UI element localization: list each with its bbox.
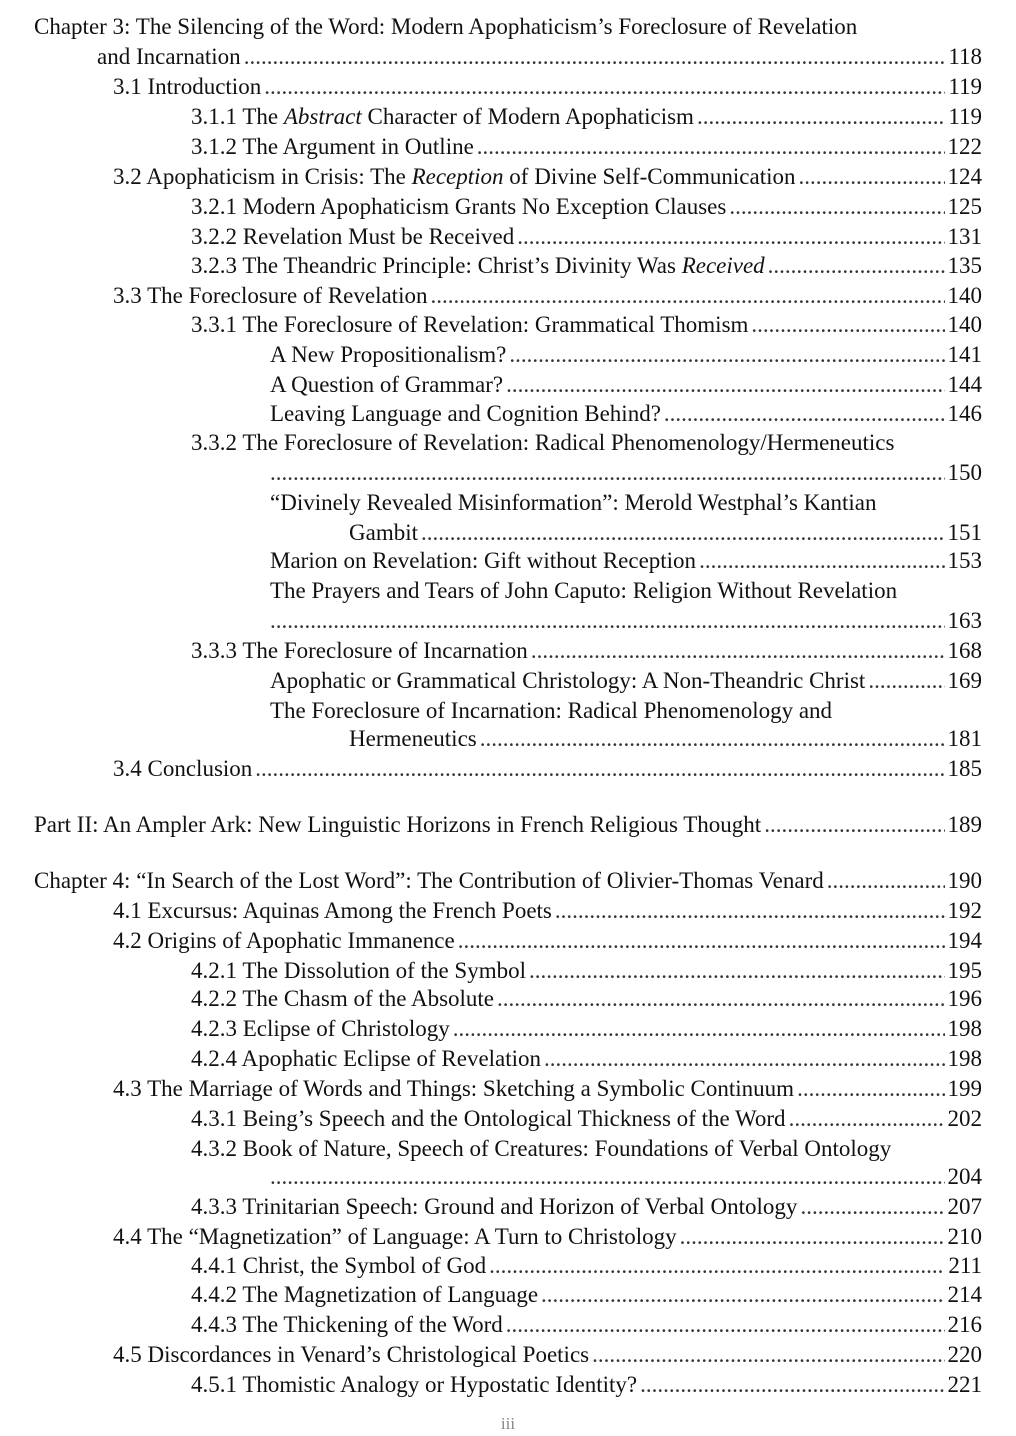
toc-entry-title: 4.4.1 Christ, the Symbol of God: [191, 1253, 487, 1278]
toc-entry-line: [191, 1014, 982, 1044]
toc-entry-title: Leaving Language and Cognition Behind?: [270, 401, 661, 426]
toc-entry-title: “Divinely Revealed Misinformation”: Merold Westphal’s Kantian: [270, 490, 877, 515]
toc-entry-line: [270, 666, 982, 696]
toc-page-number: 122: [947, 134, 982, 159]
toc-entry-title: 4.2 Origins of Apophatic Immanence: [113, 928, 455, 953]
toc-entry-title: Chapter 3: The Silencing of the Word: Modern Apophaticism’s Foreclosure of Revelation: [34, 14, 858, 39]
toc-entry-first-line: [270, 488, 982, 518]
toc-page-number: 141: [947, 342, 982, 367]
toc-entry-title: A New Propositionalism?: [270, 342, 507, 367]
toc-page-number: 204: [947, 1164, 982, 1189]
dot-leader: [529, 956, 945, 986]
dot-leader: [430, 281, 944, 311]
toc-entry-title: 4.3.3 Trinitarian Speech: Ground and Horizon of Verbal Ontology: [191, 1194, 798, 1219]
dot-leader: [764, 810, 944, 840]
dot-leader: [453, 1014, 945, 1044]
dot-leader: [264, 72, 945, 102]
toc-entry-line: [113, 162, 982, 192]
toc-entry-line: [34, 810, 982, 840]
toc-page-number: 220: [947, 1342, 982, 1367]
toc-page-number: 140: [947, 283, 982, 308]
toc-entry-first-line: [191, 428, 982, 458]
toc-entry-title-cont: Gambit: [349, 520, 418, 545]
toc-entry-line: [270, 399, 982, 429]
toc-entry-first-line: [191, 1134, 982, 1164]
toc-page-number: 192: [947, 898, 982, 923]
toc-page-number: 190: [947, 868, 982, 893]
toc-entry-first-line: [270, 576, 982, 606]
dot-leader: [697, 102, 945, 132]
toc-entry-line: [191, 192, 982, 222]
toc-entry-first-line: [34, 12, 982, 42]
toc-page-number: 211: [948, 1253, 982, 1278]
toc-page-number: 196: [947, 986, 982, 1011]
toc-entry-title: 3.3.1 The Foreclosure of Revelation: Grammatical Thomism: [191, 312, 749, 337]
toc-entry-title: 3.1 Introduction: [113, 74, 262, 99]
toc-page-number: 198: [947, 1016, 982, 1041]
toc-entry-title: 4.3.2 Book of Nature, Speech of Creatures: Foundations of Verbal Ontology: [191, 1136, 892, 1161]
toc-entry-title: Chapter 4: “In Search of the Lost Word”: The Contribution of Olivier-Thomas Venard: [34, 868, 824, 893]
toc-entry-title: 4.2.2 The Chasm of the Absolute: [191, 986, 495, 1011]
toc-page-number: 169: [947, 668, 982, 693]
toc-entry-title: 4.2.3 Eclipse of Christology: [191, 1016, 450, 1041]
dot-leader: [544, 1044, 944, 1074]
toc-entry-line: [191, 310, 982, 340]
toc-page-number: 118: [948, 44, 982, 69]
toc-page-number: 135: [947, 253, 982, 278]
toc-entry-title: 3.3 The Foreclosure of Revelation: [113, 283, 428, 308]
toc-entry-line: [34, 866, 982, 896]
toc-entry-title: Apophatic or Grammatical Christology: A Non-Theandric Christ: [270, 668, 866, 693]
dot-leader: [270, 606, 945, 636]
toc-entry-title: 3.3.2 The Foreclosure of Revelation: Radical Phenomenology/Hermeneutics: [191, 430, 895, 455]
toc-entry-title: Part II: An Ampler Ark: New Linguistic Horizons in French Religious Thought: [34, 812, 762, 837]
toc-page-number: 210: [947, 1224, 982, 1249]
toc-entry-line: [191, 1280, 982, 1310]
dot-leader: [480, 724, 945, 754]
dot-leader: [797, 1074, 944, 1104]
toc-entry-line: [191, 984, 982, 1014]
toc-page-number: 195: [947, 958, 982, 983]
toc-entry-continuation: [270, 1162, 982, 1192]
toc-entry-line: [191, 251, 982, 281]
dot-leader: [270, 1162, 945, 1192]
toc-entry-line: [191, 1370, 982, 1400]
toc-entry-title: 3.2.1 Modern Apophaticism Grants No Exception Clauses: [191, 194, 727, 219]
dot-leader: [789, 1104, 945, 1134]
toc-entry-line: [191, 1044, 982, 1074]
toc-entry-title: 3.2.2 Revelation Must be Received: [191, 224, 515, 249]
toc-page-number: 189: [947, 812, 982, 837]
dot-leader: [699, 546, 944, 576]
dot-leader: [506, 370, 944, 400]
dot-leader: [729, 192, 944, 222]
toc-entry-title: 4.3.1 Being’s Speech and the Ontological Thickness of the Word: [191, 1106, 786, 1131]
dot-leader: [477, 132, 945, 162]
toc-entry-title: Marion on Revelation: Gift without Reception: [270, 548, 697, 573]
toc-page-number: 221: [947, 1372, 982, 1397]
toc-page-number: 199: [947, 1076, 982, 1101]
toc-entry-continuation: [349, 724, 982, 754]
dot-leader: [517, 222, 944, 252]
toc-page-number: 146: [947, 401, 982, 426]
toc-entry-title-cont: and Incarnation: [97, 44, 241, 69]
page-number-footer: iii: [500, 1414, 516, 1433]
toc-page-number: 140: [947, 312, 982, 337]
toc-entry-line: [113, 754, 982, 784]
toc-page-number: 185: [947, 756, 982, 781]
dot-leader: [531, 636, 945, 666]
toc-entry-continuation: [270, 458, 982, 488]
dot-leader: [421, 518, 945, 548]
toc-entry-line: [113, 926, 982, 956]
toc-entry-line: [113, 281, 982, 311]
toc-page-number: 216: [947, 1312, 982, 1337]
toc-page-number: 125: [947, 194, 982, 219]
dot-leader: [664, 399, 945, 429]
toc-page-number: 214: [947, 1282, 982, 1307]
toc-entry-title: 4.5 Discordances in Venard’s Christological Poetics: [113, 1342, 590, 1367]
toc-entry-line: [191, 222, 982, 252]
toc-entry-line: [191, 636, 982, 666]
toc-entry-title: 4.4.2 The Magnetization of Language: [191, 1282, 539, 1307]
toc-entry-line: [191, 132, 982, 162]
toc-page-number: 207: [947, 1194, 982, 1219]
toc-entry-title: 3.3.3 The Foreclosure of Incarnation: [191, 638, 528, 663]
toc-entry-title: 4.1 Excursus: Aquinas Among the French Poets: [113, 898, 552, 923]
dot-leader: [640, 1370, 944, 1400]
dot-leader: [255, 754, 944, 784]
dot-leader: [751, 310, 944, 340]
toc-entry-line: [191, 1310, 982, 1340]
toc-entry-title: The Prayers and Tears of John Caputo: Religion Without Revelation: [270, 578, 898, 603]
toc-page-number: 194: [947, 928, 982, 953]
dot-leader: [541, 1280, 944, 1310]
toc-entry-first-line: [270, 696, 982, 726]
toc-page-number: 163: [947, 608, 982, 633]
toc-page-number: 119: [948, 74, 982, 99]
toc-entry-title: 4.2.4 Apophatic Eclipse of Revelation: [191, 1046, 542, 1071]
toc-page-number: 181: [947, 726, 982, 751]
dot-leader: [800, 1192, 944, 1222]
toc-entry-title: 4.3 The Marriage of Words and Things: Sketching a Symbolic Continuum: [113, 1076, 795, 1101]
toc-entry-title-cont: Hermeneutics: [349, 726, 477, 751]
toc-entry-continuation: [349, 518, 982, 548]
dot-leader: [798, 162, 944, 192]
dot-leader: [680, 1222, 945, 1252]
dot-leader: [489, 1251, 945, 1281]
toc-entry-continuation: [97, 42, 982, 72]
toc-entry-line: [191, 1104, 982, 1134]
toc-entry-title: 3.1.2 The Argument in Outline: [191, 134, 474, 159]
toc-entry-title: 4.2.1 The Dissolution of the Symbol: [191, 958, 526, 983]
toc-page-number: 150: [947, 460, 982, 485]
toc-page-number: 168: [947, 638, 982, 663]
toc-entry-line: [270, 340, 982, 370]
dot-leader: [555, 896, 945, 926]
toc-entry-line: [270, 546, 982, 576]
toc-entry-line: [113, 896, 982, 926]
dot-leader: [244, 42, 946, 72]
toc-page-number: 198: [947, 1046, 982, 1071]
toc-entry-line: [113, 1340, 982, 1370]
dot-leader: [270, 458, 945, 488]
dot-leader: [768, 251, 945, 281]
toc-entry-line: [113, 1074, 982, 1104]
dot-leader: [868, 666, 944, 696]
dot-leader: [506, 1310, 945, 1340]
toc-page-number: 202: [947, 1106, 982, 1131]
toc-entry-title: 3.2.3 The Theandric Principle: Christ’s Divinity Was Received: [191, 253, 765, 278]
dot-leader: [497, 984, 944, 1014]
toc-entry-title: 3.1.1 The Abstract Character of Modern Apophaticism: [191, 104, 694, 129]
toc-entry-title: 3.2 Apophaticism in Crisis: The Reception of Divine Self-Communication: [113, 164, 796, 189]
toc-entry-title: A Question of Grammar?: [270, 372, 504, 397]
toc-entry-title: The Foreclosure of Incarnation: Radical Phenomenology and: [270, 698, 833, 723]
dot-leader: [509, 340, 944, 370]
toc-entry-title: 4.5.1 Thomistic Analogy or Hypostatic Identity?: [191, 1372, 638, 1397]
toc-entry-line: [191, 102, 982, 132]
toc-entry-title: 3.4 Conclusion: [113, 756, 253, 781]
toc-page-number: 131: [947, 224, 982, 249]
dot-leader: [827, 866, 945, 896]
toc-entry-title: 4.4.3 The Thickening of the Word: [191, 1312, 503, 1337]
toc-entry-line: [113, 72, 982, 102]
toc-page-number: 144: [947, 372, 982, 397]
toc-entry-line: [191, 1192, 982, 1222]
toc-entry-line: [270, 370, 982, 400]
toc-entry-line: [191, 1251, 982, 1281]
toc-entry-line: [113, 1222, 982, 1252]
toc-entry-title: 4.4 The “Magnetization” of Language: A Turn to Christology: [113, 1224, 677, 1249]
dot-leader: [458, 926, 945, 956]
toc-entry-line: [191, 956, 982, 986]
toc-page-number: 124: [947, 164, 982, 189]
dot-leader: [592, 1340, 944, 1370]
toc-page-number: 153: [947, 548, 982, 573]
toc-page-number: 119: [948, 104, 982, 129]
toc-page-number: 151: [947, 520, 982, 545]
toc-entry-continuation: [270, 606, 982, 636]
